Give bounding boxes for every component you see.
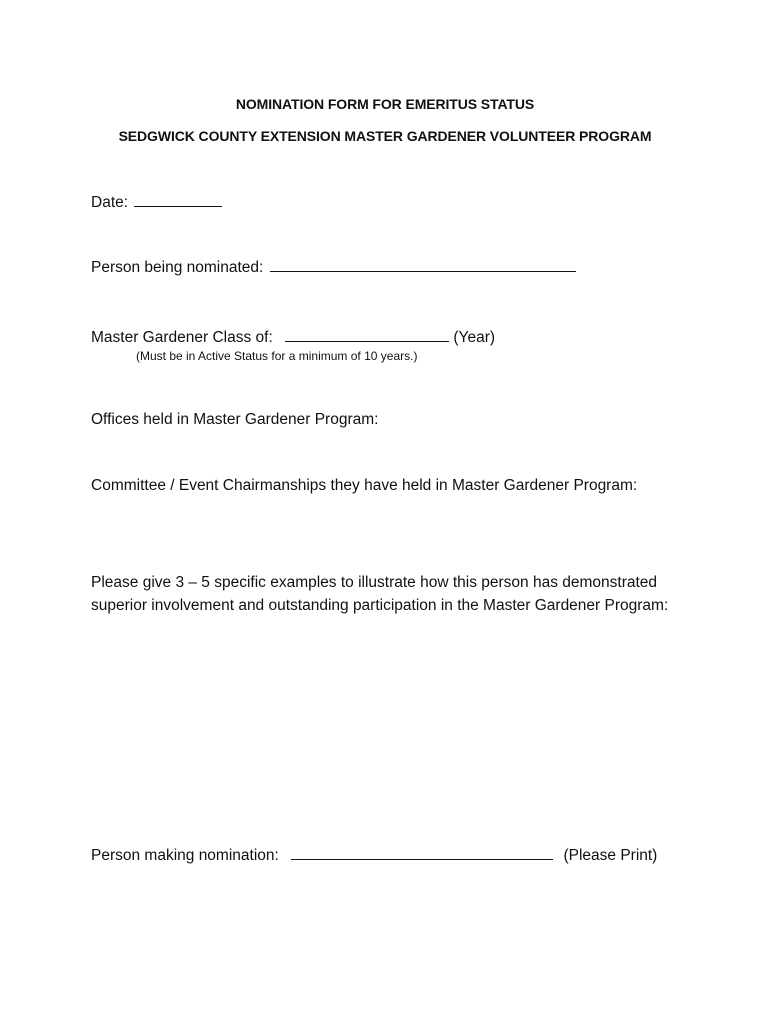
form-title: NOMINATION FORM FOR EMERITUS STATUS — [235, 96, 535, 112]
form-subtitle: SEDGWICK COUNTY EXTENSION MASTER GARDENER VOLUNTEER PROGRAM — [118, 128, 652, 144]
nominee-label: Person being nominated: — [91, 259, 264, 276]
nominator-label: Person making nomination: — [91, 847, 279, 864]
class-year-field[interactable] — [285, 327, 449, 342]
class-row — [91, 327, 495, 347]
class-label: Master Gardener Class of: — [91, 329, 273, 346]
nominator-row — [91, 845, 657, 865]
nominator-field[interactable] — [291, 845, 553, 860]
date-row — [91, 192, 222, 212]
committee-label: Committee / Event Chairmanships they have held in Master Gardener Program: — [91, 477, 638, 494]
nominee-field[interactable] — [270, 257, 576, 272]
date-label: Date: — [91, 194, 129, 211]
class-suffix: (Year) — [453, 329, 496, 346]
offices-label: Offices held in Master Gardener Program: — [91, 411, 379, 428]
nominee-row — [91, 257, 576, 277]
examples-prompt: Please give 3 – 5 specific examples to illustrate how this person has demonstrated superior involvement and outstanding participation in the Master Gardener Program: — [91, 574, 669, 614]
nominator-suffix: (Please Print) — [563, 847, 658, 864]
class-note: (Must be in Active Status for a minimum of 10 years.) — [136, 349, 418, 363]
date-field[interactable] — [134, 192, 222, 207]
